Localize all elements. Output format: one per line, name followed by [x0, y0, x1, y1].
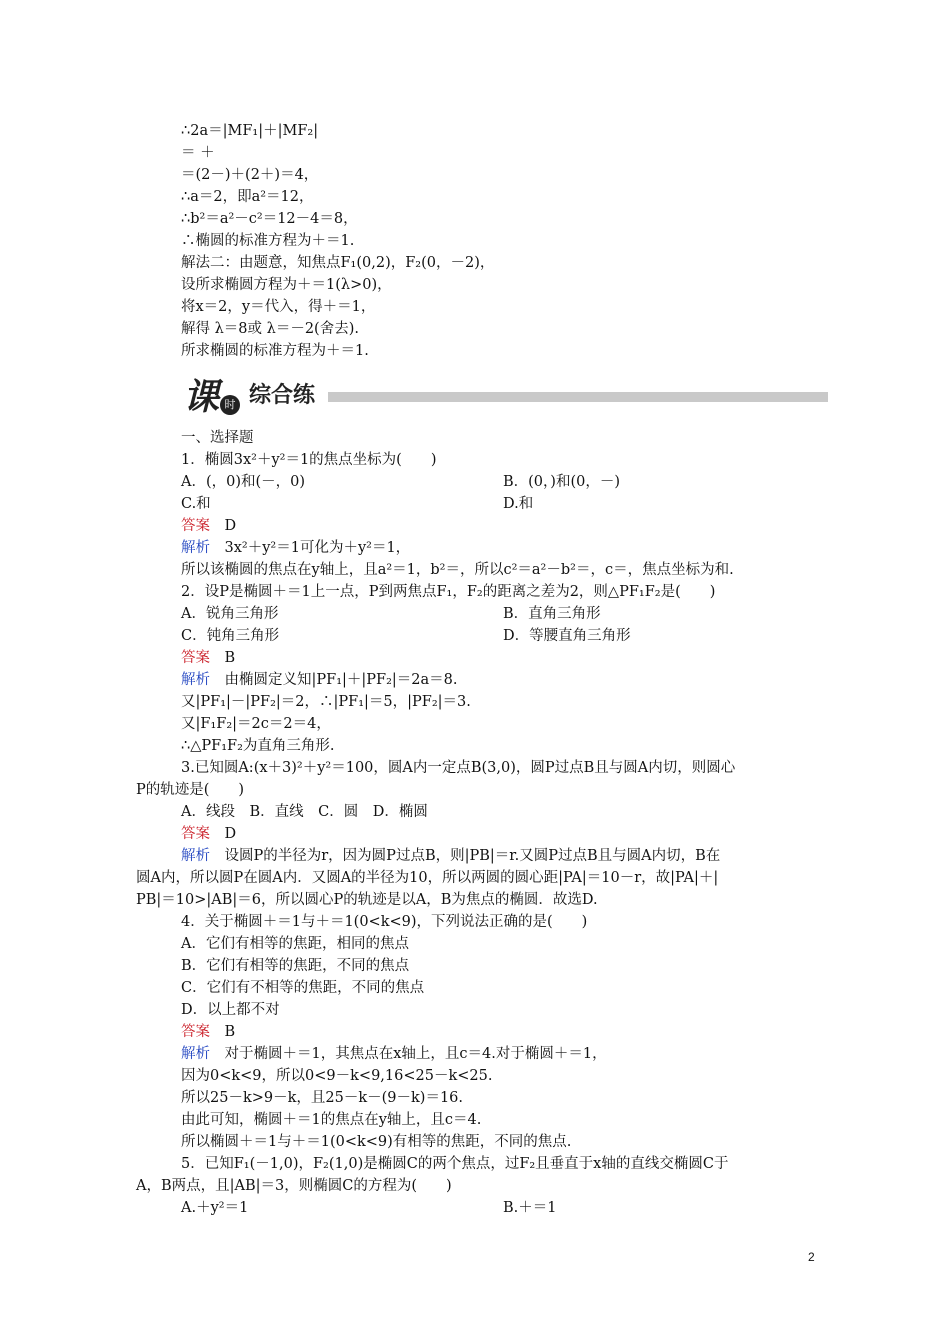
option-a: A．锐角三角形 — [181, 606, 279, 622]
option-b: B．它们有相等的焦距，不同的焦点 — [181, 958, 410, 974]
answer-label: 答案 — [181, 826, 210, 842]
option-c: C．钝角三角形 — [181, 628, 280, 644]
option-d: D．等腰直角三角形 — [503, 628, 631, 644]
options-inline: A．线段 B．直线 C．圆 D．椭圆 — [181, 804, 428, 820]
analysis-text: 对于椭圆＋＝1，其焦点在x轴上，且c＝4.对于椭圆＋＝1， — [224, 1046, 607, 1062]
text-line: ＝ ＋ — [181, 145, 215, 161]
option-b: B．直角三角形 — [503, 606, 601, 622]
analysis-text: 由椭圆定义知|PF₁|＋|PF₂|＝2a＝8. — [224, 672, 458, 688]
answer-label: 答案 — [181, 1024, 210, 1040]
banner-bar — [328, 392, 828, 402]
analysis-label: 解析 — [181, 672, 210, 688]
text-line: 解得 λ＝8或 λ＝－2(舍去). — [181, 321, 359, 337]
question-stem: 4．关于椭圆＋＝1与＋＝1(0<k<9)，下列说法正确的是( ) — [181, 914, 588, 930]
analysis-line — [181, 1044, 607, 1064]
analysis-line — [181, 670, 458, 690]
text-line: ∴a＝2，即a²＝12， — [181, 189, 314, 205]
answer-value: D — [224, 826, 237, 842]
analysis-text: 由此可知，椭圆＋＝1的焦点在y轴上，且c＝4. — [181, 1112, 482, 1128]
section-banner — [183, 377, 828, 421]
analysis-text: 所以椭圆＋＝1与＋＝1(0<k<9)有相等的焦距，不同的焦点. — [181, 1134, 572, 1150]
text-line: ＝(2－)＋(2＋)＝4， — [181, 167, 319, 183]
analysis-label: 解析 — [181, 1046, 210, 1062]
analysis-label: 解析 — [181, 540, 210, 556]
section-heading: 一、选择题 — [181, 430, 254, 446]
analysis-line — [181, 538, 410, 558]
analysis-text: ∴△PF₁F₂为直角三角形. — [181, 738, 335, 754]
option-a: A.＋y²＝1 — [181, 1200, 249, 1216]
option-a: A．(，0)和(－，0) — [181, 474, 306, 490]
text-line: 解法二：由题意，知焦点F₁(0,2)，F₂(0，－2)， — [181, 255, 495, 271]
text-line: 设所求椭圆方程为＋＝1(λ>0)， — [181, 277, 392, 293]
answer-line — [181, 1022, 235, 1042]
text-line: ∴椭圆的标准方程为＋＝1. — [181, 233, 355, 249]
banner-title: 综合练 — [249, 383, 316, 408]
text-line: ∴2a＝|MF₁|＋|MF₂| — [181, 123, 319, 139]
answer-value: D — [224, 518, 237, 534]
option-a: A．它们有相等的焦距，相同的焦点 — [181, 936, 409, 952]
analysis-text: 3x²＋y²＝1可化为＋y²＝1， — [224, 540, 411, 556]
analysis-text: 所以25－k>9－k，且25－k－(9－k)＝16. — [181, 1090, 464, 1106]
text-line: 所求椭圆的标准方程为＋＝1. — [181, 343, 369, 359]
answer-label: 答案 — [181, 518, 210, 534]
analysis-text: 圆A内，所以圆P在圆A内．又圆A的半径为10，所以两圆的圆心距|PA|＝10－r，故|PA|＋| — [136, 870, 719, 886]
analysis-text: 又|F₁F₂|＝2c＝2＝4， — [181, 716, 331, 732]
banner-ke-glyph: 课 — [183, 376, 220, 418]
text-line: ∴b²＝a²－c²＝12－4＝8， — [181, 211, 358, 227]
option-c: C．它们有不相等的焦距，不同的焦点 — [181, 980, 425, 996]
answer-value: B — [224, 650, 236, 666]
text-line: 将x＝2，y＝代入，得＋＝1， — [181, 299, 376, 315]
option-d: D.和 — [503, 496, 534, 512]
option-c: C.和 — [181, 496, 211, 512]
analysis-line — [181, 846, 720, 866]
analysis-text: 因为0<k<9，所以0<9－k<9,16<25－k<25. — [181, 1068, 493, 1084]
analysis-text: 又|PF₁|－|PF₂|＝2，∴|PF₁|＝5，|PF₂|＝3. — [181, 694, 471, 710]
answer-line — [181, 824, 236, 844]
answer-value: B — [224, 1024, 236, 1040]
question-stem: 1．椭圆3x²＋y²＝1的焦点坐标为( ) — [181, 452, 437, 468]
option-b: B．(0，)和(0，－) — [503, 474, 620, 490]
page-number: 2 — [808, 1250, 815, 1264]
answer-label: 答案 — [181, 650, 210, 666]
question-stem: A，B两点，且|AB|＝3，则椭圆C的方程为( ) — [136, 1178, 452, 1194]
question-stem: 2．设P是椭圆＋＝1上一点，P到两焦点F₁，F₂的距离之差为2，则△PF₁F₂是( ) — [181, 584, 716, 600]
analysis-label: 解析 — [181, 848, 210, 864]
answer-line — [181, 516, 236, 536]
banner-shi-badge: 时 — [220, 395, 240, 415]
question-stem: P的轨迹是( ) — [136, 782, 245, 798]
question-stem: 3.已知圆A:(x＋3)²＋y²＝100，圆A内一定点B(3,0)，圆P过点B且与圆A内切，则圆心 — [181, 760, 736, 776]
question-stem: 5．已知F₁(－1,0)，F₂(1,0)是椭圆C的两个焦点，过F₂且垂直于x轴的直线交椭圆C于 — [181, 1156, 729, 1172]
option-d: D．以上都不对 — [181, 1002, 280, 1018]
answer-line — [181, 648, 235, 668]
analysis-text: PB|＝10>|AB|＝6，所以圆心P的轨迹是以A，B为焦点的椭圆．故选D. — [136, 892, 598, 908]
analysis-text: 设圆P的半径为r，因为圆P过点B，则|PB|＝r.又圆P过点B且与圆A内切，B在 — [224, 848, 721, 864]
option-b: B.＋＝1 — [503, 1200, 557, 1216]
analysis-text: 所以该椭圆的焦点在y轴上，且a²＝1，b²＝，所以c²＝a²－b²＝，c＝，焦点坐标为和. — [181, 562, 734, 578]
